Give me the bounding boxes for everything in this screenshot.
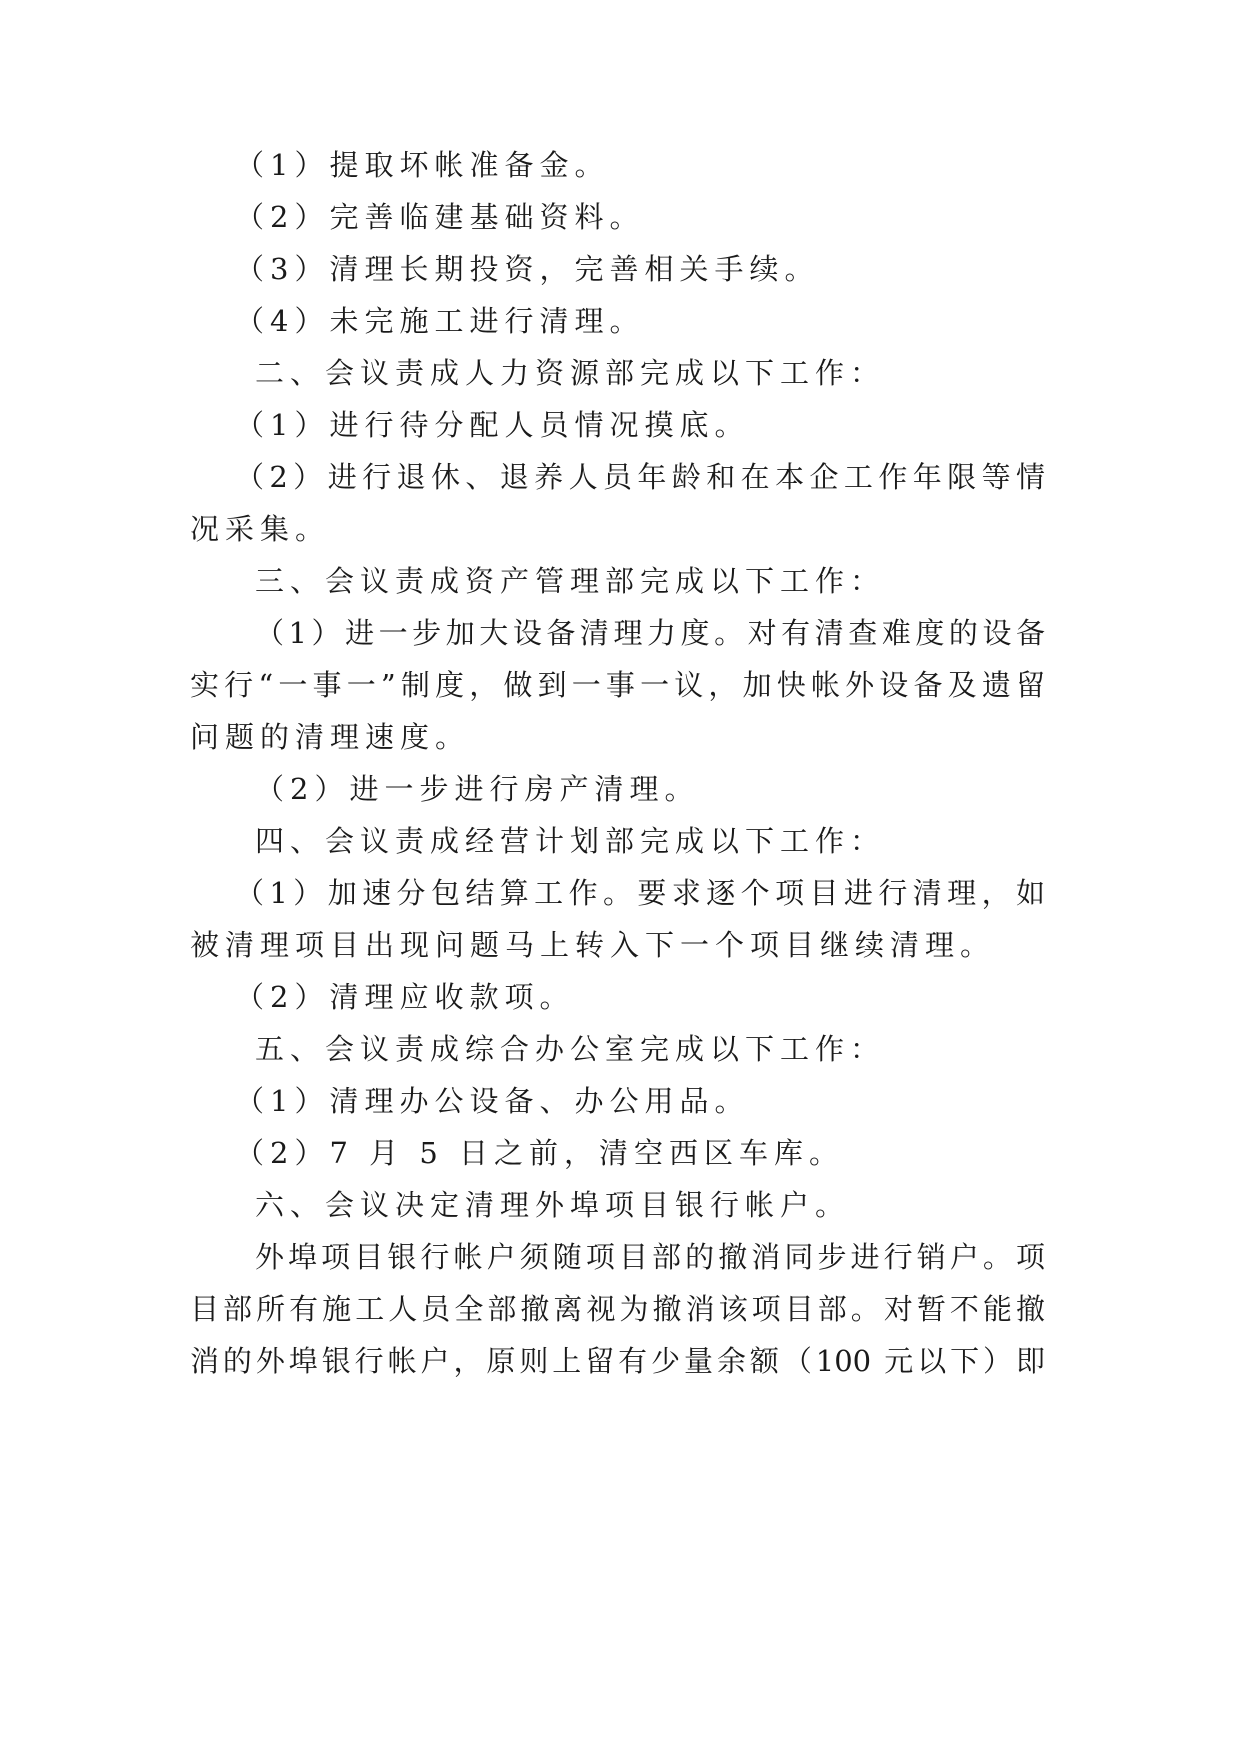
text-line: （4）未完施工进行清理。: [235, 304, 645, 338]
section-heading: 二、会议责成人力资源部完成以下工作：: [255, 356, 886, 390]
text-line: （2）进一步进行房产清理。: [255, 772, 700, 806]
text-line: 消的外埠银行帐户，原则上留有少量余额（100 元以下）即: [190, 1344, 1045, 1378]
text-line: （2）完善临建基础资料。: [235, 200, 645, 234]
text-line: （1）提取坏帐准备金。: [235, 148, 610, 182]
text-line: （1）加速分包结算工作。要求逐个项目进行清理，如: [235, 876, 1045, 910]
text-line: 目部所有施工人员全部撤离视为撤消该项目部。对暂不能撤: [190, 1292, 1045, 1326]
section-heading: 四、会议责成经营计划部完成以下工作：: [255, 824, 886, 858]
text-line: （2）7 月 5 日之前，清空西区车库。: [235, 1136, 845, 1170]
text-line: 况采集。: [190, 512, 331, 546]
text-line: 被清理项目出现问题马上转入下一个项目继续清理。: [190, 928, 996, 962]
text-line: （1）进一步加大设备清理力度。对有清查难度的设备: [255, 616, 1045, 650]
text-line: （3）清理长期投资，完善相关手续。: [235, 252, 820, 286]
text-line: 外埠项目银行帐户须随项目部的撤消同步进行销户。项: [255, 1240, 1045, 1274]
text-line: （1）进行待分配人员情况摸底。: [235, 408, 750, 442]
section-heading: 五、会议责成综合办公室完成以下工作：: [255, 1032, 886, 1066]
text-line: （2）进行退休、退养人员年龄和在本企工作年限等情: [235, 460, 1045, 494]
section-heading: 三、会议责成资产管理部完成以下工作：: [255, 564, 886, 598]
text-line: （2）清理应收款项。: [235, 980, 575, 1014]
text-line: 问题的清理速度。: [190, 720, 471, 754]
text-line: （1）清理办公设备、办公用品。: [235, 1084, 750, 1118]
section-heading: 六、会议决定清理外埠项目银行帐户。: [255, 1188, 851, 1222]
text-line: 实行“一事一”制度，做到一事一议，加快帐外设备及遗留: [190, 668, 1045, 702]
